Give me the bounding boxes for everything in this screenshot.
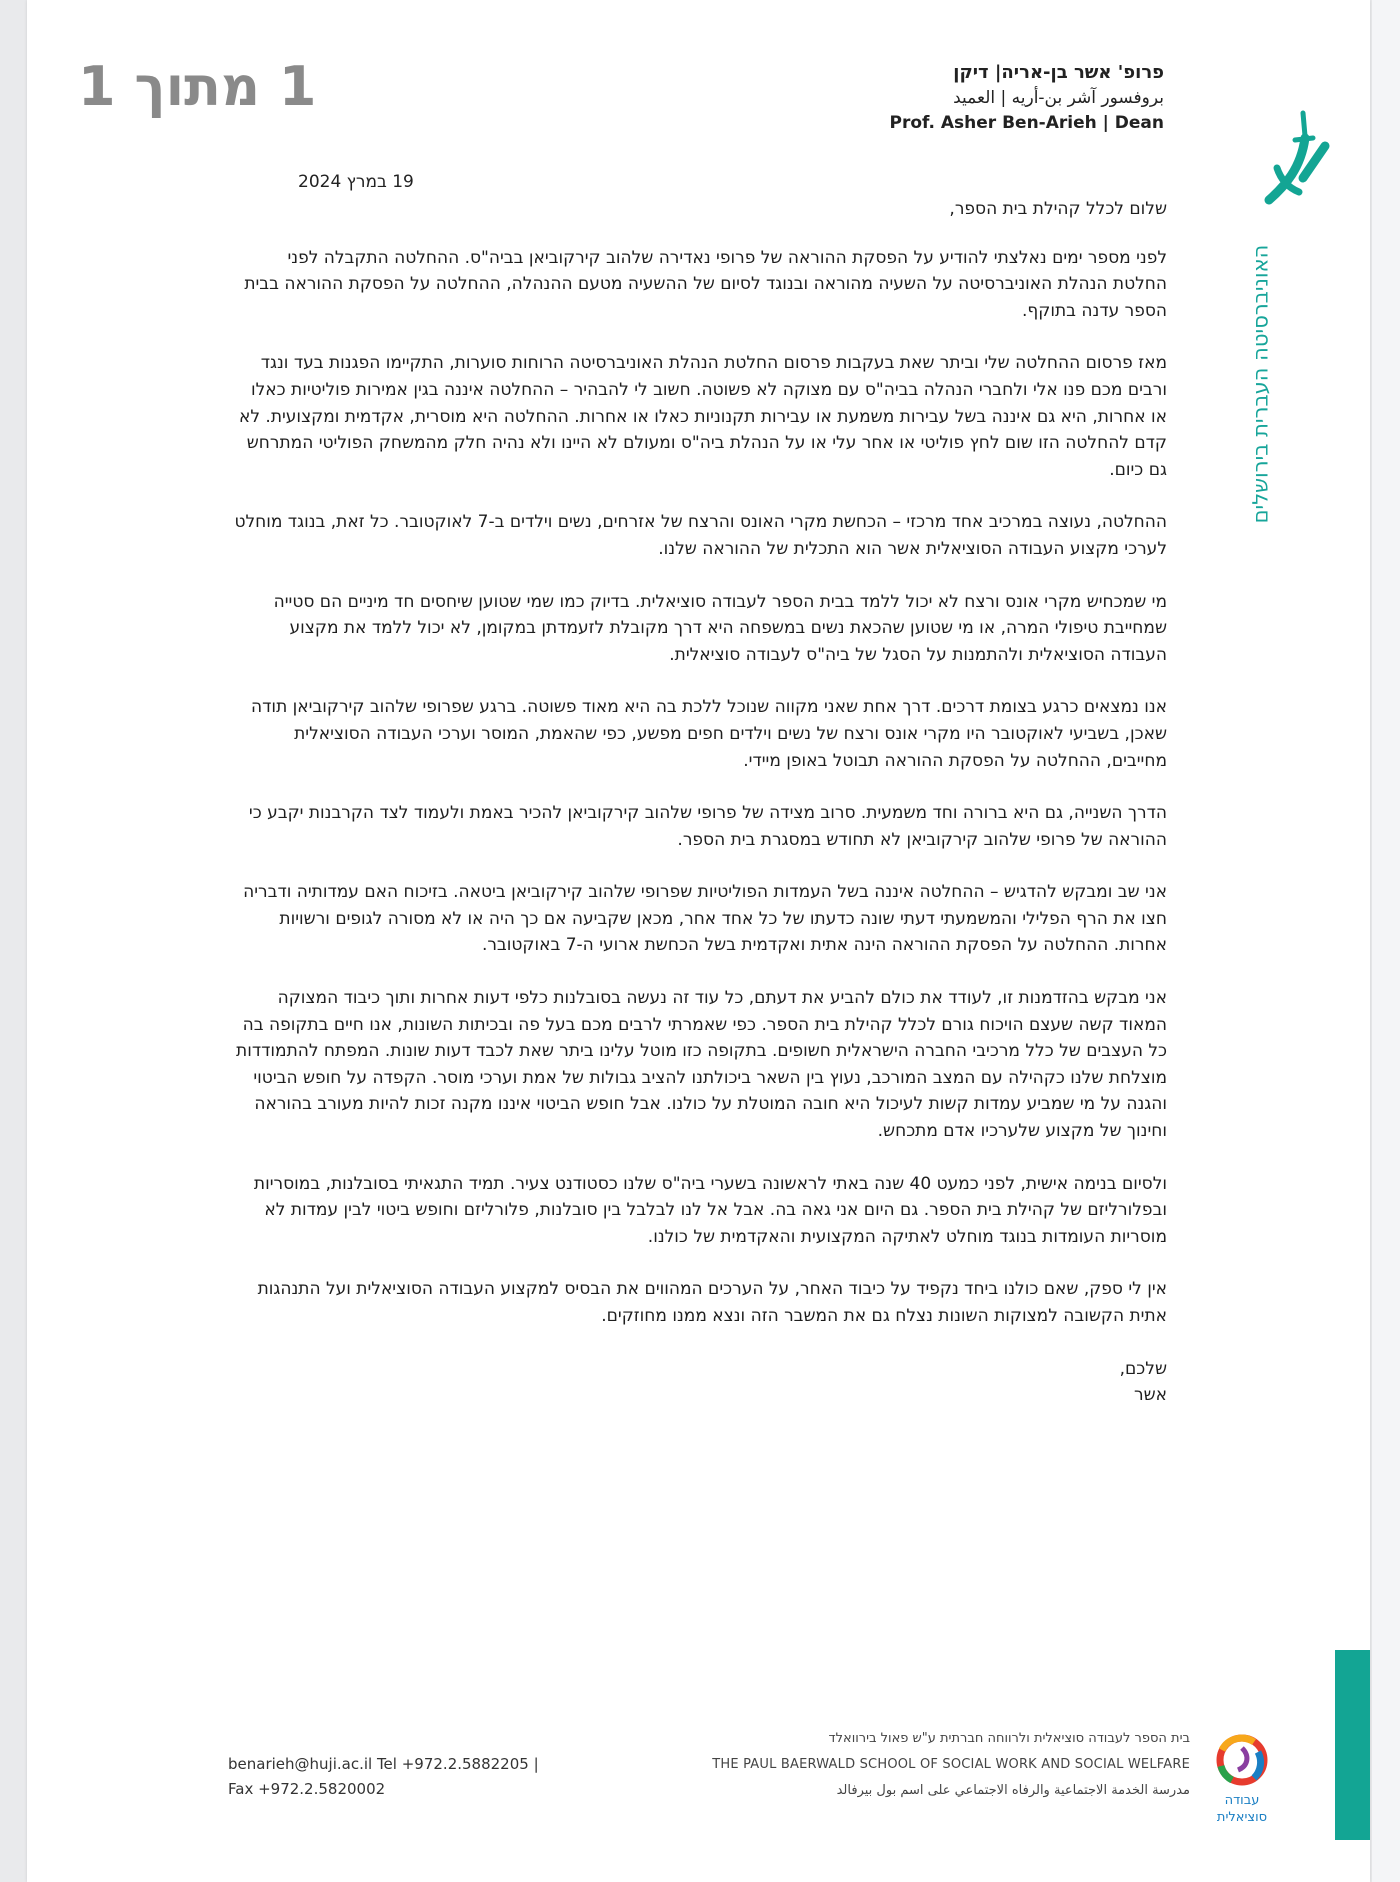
signatory-name-english: Prof. Asher Ben-Arieh | Dean (889, 113, 1164, 133)
viewer-edge (1372, 0, 1400, 1882)
signatory-name-hebrew: פרופ' אשר בן-אריה| דיקן (953, 62, 1164, 83)
logo-text-line1: עבודה (1224, 1793, 1260, 1808)
letter-paragraph: לפני מספר ימים נאלצתי להודיע על הפסקת ההוראה של פרופי נאדירה שלהוב קירקוביאן בביה"ס. ההחלטה התקבלה לפני החלטת הנהלת האוניברסיטה על השעיה מהוראה ובנוגד לסיום של ההשעיה מטעם ההנהלה, ההחלטה על הפסקת ההוראה בבית הספר עדנה בתוקף. (244, 247, 1167, 321)
footer-school-name (670, 1726, 1190, 1804)
footer-email-phone: benarieh@huji.ac.il Tel +972.2.5882205 | (228, 1755, 539, 1773)
letter-paragraph: ההחלטה, נעוצה במרכיב אחד מרכזי – הכחשת מקרי האונס והרצח של אזרחים, נשים וילדים ב-7 לאוקטובר. כל זאת, בנוגד מוחלט לערכי מקצוע העבודה הסוציאלית אשר הוא התכלית של ההוראה שלנו. (234, 512, 1167, 559)
letter-paragraph: אני מבקש בהזדמנות זו, לעודד את כולם להביע את דעתם, כל עוד זה נעשה בסובלנות כלפי דעות אחרות ותוך כיבוד המצוקה המאוד קשה שעצם הויכוח גורם לכלל קהילת בית הספר. כפי שאמרתי לרבים מכם בעל פה ובכיתות השונות, אנו חיים בתקופה בה כל העצבים של כלל מרכיבי החברה הישראלית חשופים. בתקופה כזו מוטל עלינו ביתר שאת לכבד דעות שונות. המפתח להתמודדות מוצלחת שלנו כקהילה עם המצב המורכב, נעוץ בין השאר ביכולתנו להציב גבולות של אמת וערכי מוסר. הקפדה על חופש הביטוי והגנה על מי שמביע עמדות קשות לעיכול היא חובה המוטלת על כולנו. אבל חופש הביטוי איננו מקנה זכות להיות מעורב בהוראה וחינוך של מקצוע שלערכיו אדם מתכחש. (236, 988, 1167, 1142)
brand-accent-bar (1335, 1650, 1370, 1840)
university-name-vertical (1238, 224, 1282, 544)
logo-text-line2: סוציאלית (1216, 1810, 1268, 1825)
letter-body (232, 196, 1167, 1409)
signatory-name-arabic: بروفسور آشر بن-أريه | العميد (953, 88, 1164, 108)
letter-paragraph: מי שמכחיש מקרי אונס ורצח לא יכול ללמד בבית הספר לעבודה סוציאלית. בדיוק כמו שמי שטוען שיחסים חד מיניים הם סטייה שמחייבת טיפולי המרה, או מי שטוען שהכאת נשים במשפחה היא דרך מקובלת לזעמדתן במקומן, לא יכול ללמד את מקצוע העבודה הסוציאלית ולהתמנות על הסגל של ביה"ס לעבודה סוציאלית. (273, 591, 1167, 665)
university-name-text: האוניברסיטה העברית בירושלים (1248, 244, 1272, 524)
social-work-logo-text (1190, 1792, 1294, 1826)
signatory-block (764, 60, 1164, 136)
letter-date: 19 במרץ 2024 (298, 172, 414, 192)
letter-paragraph: אני שב ומבקש להדגיש – ההחלטה איננה בשל העמדות הפוליטיות שפרופי שלהוב קירקוביאן ביטאה. בזיכוח האם עמדותיה ודבריה חצו את הרף הפלילי והמשמעתי דעתי שונה כדעתו של כל אחד אחר, מכאן שקביעה אם כך היה או לא מסורה לגופים ורשויות אחרות. ההחלטה על הפסקת ההוראה הינה אתית ואקדמית בשל הכחשת ארועי ה-7 באוקטובר. (243, 882, 1167, 956)
letter-paragraph: מאז פרסום ההחלטה שלי וביתר שאת בעקבות פרסום החלטת הנהלת האוניברסיטה הרוחות סוערות, התקיימו הפגנות בעד ונגד ורבים מכם פנו אלי ולחברי הנהלה בביה"ס עם מצוקה לא פשוטה. חשוב לי להבהיר – ההחלטה איננה בגין אמירות פוליטיות כאלו או אחרות, היא גם איננה בשל עבירות משמעת או עבירות תקנוניות כאלו או אחרות. ההחלטה היא מוסרית, אקדמית ומקצועית. לא קדם להחלטה הזו שום לחץ פוליטי או אחר עלי או על הנהלת ביה"ס ומעולם לא היינו ולא נהיה חלק מהמשחק הפוליטי המתרחש גם כיום. (238, 353, 1167, 480)
letter-paragraph: אין לי ספק, שאם כולנו ביחד נקפיד על כיבוד האחר, על הערכים המהווים את הבסיס למקצוע העבודה הסוציאלית ועל התנהגות אתית הקשובה למצוקות השונות נצלח גם את המשבר הזה ונצא ממנו מחוזקים. (257, 1279, 1167, 1326)
university-logo-icon (1255, 108, 1335, 228)
footer-fax: Fax +972.2.5820002 (228, 1780, 386, 1798)
letter-greeting: שלום לכלל קהילת בית הספר, (949, 199, 1167, 219)
page-number: 1 מתוך 1 (78, 55, 317, 118)
letter-paragraph: הדרך השנייה, גם היא ברורה וחד משמעית. סרוב מצידה של פרופי שלהוב קירקוביאן להכיר באמת ולעמוד לצד הקרבנות יקבע כי ההוראה של פרופי שלהוב קירקוביאן לא תחודש במסגרת בית הספר. (248, 803, 1167, 850)
footer-school-english: THE PAUL BAERWALD SCHOOL OF SOCIAL WORK AND SOCIAL WELFARE (712, 1757, 1190, 1772)
footer-contact (228, 1752, 588, 1802)
letter-signature: אשר (1133, 1385, 1167, 1406)
letter-paragraph: ולסיום בנימה אישית, לפני כמעט 40 שנה באתי לראשונה בשערי ביה"ס שלנו כסטודנט צעיר. תמיד התגאיתי בסובלנות, במוסריות ובפלורליזם של קהילת בית הספר. גם היום אני גאה בה. אבל אל לנו לבלבל בין סובלנות, פלורליזם וחופש ביטוי לבין עמדות לא מוסריות העומדות בנוגד מוחלט לאתיקה המקצועית והאקדמית של כולנו. (253, 1173, 1167, 1247)
footer-school-arabic: مدرسة الخدمة الاجتماعية والرفاه الاجتماعي على اسم بول بيرفالد (836, 1783, 1190, 1798)
footer-school-hebrew: בית הספר לעבודה סוציאלית ולרווחה חברתית ע"ש פאול בירוואלד (828, 1731, 1190, 1746)
letter-closing: שלכם, (1119, 1358, 1167, 1379)
letter-paragraph: אנו נמצאים כרגע בצומת דרכים. דרך אחת שאני מקווה שנוכל ללכת בה היא מאוד פשוטה. ברגע שפרופי שלהוב קירקוביאן תודה שאכן, בשביעי לאוקטובר היו מקרי אונס ורצח של נשים וילדים חפים מפשע, כפי שהאמת, המוסר וערכי העבודה הסוציאלית מחייבים, ההחלטה על הפסקת ההוראה תבוטל באופן מיידי. (251, 697, 1167, 771)
